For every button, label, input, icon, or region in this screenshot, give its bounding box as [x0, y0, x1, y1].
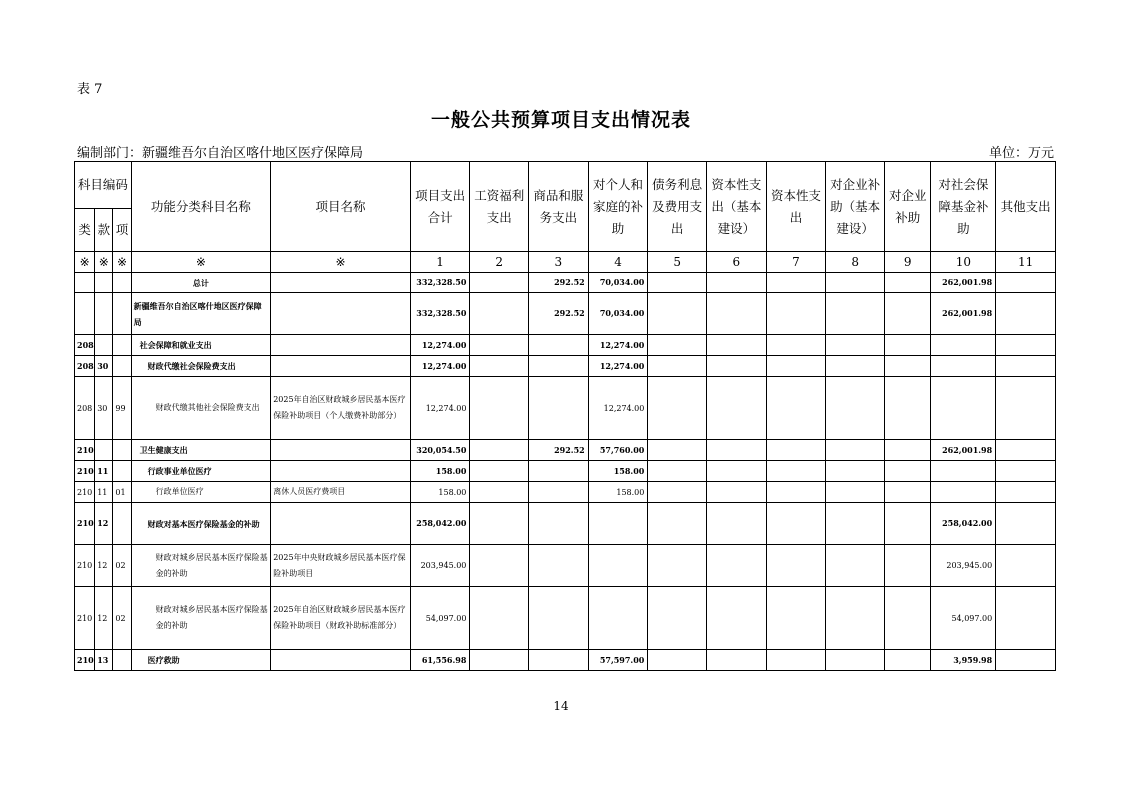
value-col-9 [884, 482, 931, 503]
symbol-kuan: ※ [95, 252, 113, 273]
code-xiang: 02 [113, 587, 131, 650]
table-row [75, 545, 1056, 587]
value-col-10: 258,042.00 [931, 503, 996, 545]
value-col-7 [766, 503, 826, 545]
value-col-4: 12,274.00 [588, 356, 648, 377]
value-col-7 [766, 293, 826, 335]
value-col-11 [996, 587, 1056, 650]
value-col-6 [707, 356, 767, 377]
value-col-6 [707, 293, 767, 335]
value-col-2 [470, 461, 529, 482]
table-row [75, 356, 1056, 377]
value-col-4 [588, 587, 648, 650]
value-col-3 [529, 335, 589, 356]
header-code-group: 科目编码 [75, 162, 132, 209]
value-col-5 [648, 335, 707, 356]
code-xiang [113, 273, 131, 293]
table-row [75, 293, 1056, 335]
table-number: 表 7 [77, 82, 103, 97]
value-col-3 [529, 587, 589, 650]
value-col-5 [648, 293, 707, 335]
value-col-7 [766, 650, 826, 671]
value-col-1: 320,054.50 [410, 440, 470, 461]
value-col-10: 262,001.98 [931, 273, 996, 293]
value-col-2 [470, 440, 529, 461]
value-col-2 [470, 377, 529, 440]
code-kuan: 13 [95, 650, 113, 671]
page-number: 14 [553, 699, 569, 713]
code-xiang [113, 293, 131, 335]
value-col-7 [766, 377, 826, 440]
code-xiang: 99 [113, 377, 131, 440]
value-col-9 [884, 587, 931, 650]
value-col-4: 70,034.00 [588, 293, 648, 335]
value-col-9 [884, 650, 931, 671]
value-col-9 [884, 461, 931, 482]
value-col-8 [826, 650, 885, 671]
value-col-8 [826, 461, 885, 482]
value-col-6 [707, 587, 767, 650]
col-num-2: 2 [470, 252, 529, 273]
header-col-9: 对企业补助 [884, 162, 931, 252]
value-col-8 [826, 356, 885, 377]
table-body [75, 273, 1056, 671]
value-col-7 [766, 335, 826, 356]
compiling-department: 编制部门：新疆维吾尔自治区喀什地区医疗保障局 [77, 146, 364, 161]
value-col-1: 158.00 [410, 461, 470, 482]
value-col-10 [931, 377, 996, 440]
value-col-7 [766, 545, 826, 587]
value-col-10: 262,001.98 [931, 293, 996, 335]
code-xiang [113, 356, 131, 377]
project-name: 离休人员医疗费项目 [271, 482, 411, 503]
value-col-10: 203,945.00 [931, 545, 996, 587]
page-title: 一般公共预算项目支出情况表 [430, 109, 691, 131]
code-xiang: 02 [113, 545, 131, 587]
func-name: 财政代缴其他社会保险费支出 [131, 377, 271, 440]
value-col-8 [826, 587, 885, 650]
project-name: 2025年中央财政城乡居民基本医疗保险补助项目 [271, 545, 411, 587]
value-col-3 [529, 545, 589, 587]
code-lei [75, 293, 95, 335]
value-col-8 [826, 482, 885, 503]
code-lei: 208 [75, 377, 95, 440]
value-col-2 [470, 545, 529, 587]
symbol-lei: ※ [75, 252, 95, 273]
value-col-8 [826, 273, 885, 293]
value-col-3: 292.52 [529, 440, 589, 461]
code-lei: 210 [75, 545, 95, 587]
value-col-11 [996, 440, 1056, 461]
header-kuan: 款 [95, 209, 113, 252]
value-col-8 [826, 440, 885, 461]
value-col-7 [766, 440, 826, 461]
value-col-11 [996, 377, 1056, 440]
value-col-10: 262,001.98 [931, 440, 996, 461]
value-col-8 [826, 335, 885, 356]
table-row [75, 650, 1056, 671]
col-num-6: 6 [707, 252, 767, 273]
value-col-5 [648, 503, 707, 545]
value-col-6 [707, 335, 767, 356]
func-name: 行政事业单位医疗 [131, 461, 271, 482]
code-kuan [95, 293, 113, 335]
project-name: 2025年自治区财政城乡居民基本医疗保险补助项目（个人缴费补助部分） [271, 377, 411, 440]
value-col-9 [884, 293, 931, 335]
value-col-11 [996, 335, 1056, 356]
func-name: 卫生健康支出 [131, 440, 271, 461]
value-col-11 [996, 545, 1056, 587]
value-col-11 [996, 356, 1056, 377]
value-col-5 [648, 461, 707, 482]
code-lei: 208 [75, 356, 95, 377]
value-col-11 [996, 293, 1056, 335]
header-col-11: 其他支出 [996, 162, 1056, 252]
value-col-9 [884, 335, 931, 356]
value-col-5 [648, 482, 707, 503]
value-col-1: 258,042.00 [410, 503, 470, 545]
header-col-1: 项目支出合计 [410, 162, 470, 252]
value-col-3: 292.52 [529, 293, 589, 335]
value-col-5 [648, 356, 707, 377]
col-num-3: 3 [529, 252, 589, 273]
func-name: 社会保障和就业支出 [131, 335, 271, 356]
header-col-6: 资本性支出（基本建设） [707, 162, 767, 252]
value-col-6 [707, 273, 767, 293]
value-col-11 [996, 482, 1056, 503]
value-col-1: 12,274.00 [410, 335, 470, 356]
func-name: 行政单位医疗 [131, 482, 271, 503]
value-col-1: 54,097.00 [410, 587, 470, 650]
col-num-4: 4 [588, 252, 648, 273]
value-col-4: 57,760.00 [588, 440, 648, 461]
code-kuan: 12 [95, 503, 113, 545]
code-kuan: 30 [95, 356, 113, 377]
value-col-1: 158.00 [410, 482, 470, 503]
value-col-5 [648, 650, 707, 671]
value-col-1: 12,274.00 [410, 377, 470, 440]
value-col-8 [826, 503, 885, 545]
value-col-9 [884, 273, 931, 293]
value-col-6 [707, 545, 767, 587]
code-kuan [95, 440, 113, 461]
value-col-4 [588, 503, 648, 545]
col-num-10: 10 [931, 252, 996, 273]
value-col-4: 158.00 [588, 482, 648, 503]
header-lei: 类 [75, 209, 95, 252]
func-name: 财政对城乡居民基本医疗保险基金的补助 [131, 587, 271, 650]
code-kuan [95, 273, 113, 293]
value-col-6 [707, 461, 767, 482]
value-col-1: 332,328.50 [410, 273, 470, 293]
value-col-6 [707, 503, 767, 545]
value-col-9 [884, 440, 931, 461]
code-kuan: 12 [95, 545, 113, 587]
value-col-1: 61,556.98 [410, 650, 470, 671]
col-num-5: 5 [648, 252, 707, 273]
value-col-4: 70,034.00 [588, 273, 648, 293]
value-col-10 [931, 461, 996, 482]
code-lei: 210 [75, 503, 95, 545]
value-col-10: 54,097.00 [931, 587, 996, 650]
value-col-3 [529, 650, 589, 671]
code-kuan [95, 335, 113, 356]
value-col-7 [766, 587, 826, 650]
symbol-xiang: ※ [113, 252, 131, 273]
value-col-10 [931, 482, 996, 503]
project-name [271, 293, 411, 335]
value-col-2 [470, 482, 529, 503]
value-col-2 [470, 587, 529, 650]
budget-table [74, 161, 1056, 671]
code-xiang [113, 650, 131, 671]
header-xiang: 项 [113, 209, 131, 252]
value-col-9 [884, 545, 931, 587]
value-col-7 [766, 461, 826, 482]
project-name [271, 461, 411, 482]
col-num-9: 9 [884, 252, 931, 273]
project-name [271, 650, 411, 671]
value-col-5 [648, 440, 707, 461]
value-col-10 [931, 356, 996, 377]
func-name: 总计 [131, 273, 271, 293]
value-col-2 [470, 335, 529, 356]
value-col-7 [766, 273, 826, 293]
col-num-7: 7 [766, 252, 826, 273]
func-name: 新疆维吾尔自治区喀什地区医疗保障局 [131, 293, 271, 335]
table-row [75, 335, 1056, 356]
value-col-4: 12,274.00 [588, 335, 648, 356]
header-col-7: 资本性支出 [766, 162, 826, 252]
symbol-proj: ※ [271, 252, 411, 273]
value-col-5 [648, 273, 707, 293]
code-xiang [113, 461, 131, 482]
value-col-2 [470, 356, 529, 377]
value-col-1: 12,274.00 [410, 356, 470, 377]
value-col-3: 292.52 [529, 273, 589, 293]
value-col-3 [529, 377, 589, 440]
code-kuan: 11 [95, 482, 113, 503]
project-name [271, 335, 411, 356]
value-col-9 [884, 356, 931, 377]
code-xiang [113, 503, 131, 545]
func-name: 财政对城乡居民基本医疗保险基金的补助 [131, 545, 271, 587]
header-col-4: 对个人和家庭的补助 [588, 162, 648, 252]
value-col-5 [648, 545, 707, 587]
value-col-2 [470, 650, 529, 671]
code-kuan: 11 [95, 461, 113, 482]
value-col-10: 3,959.98 [931, 650, 996, 671]
project-name: 2025年自治区财政城乡居民基本医疗保险补助项目（财政补助标准部分） [271, 587, 411, 650]
project-name [271, 440, 411, 461]
header-col-2: 工资福利支出 [470, 162, 529, 252]
table-row [75, 503, 1056, 545]
table-row [75, 440, 1056, 461]
value-col-3 [529, 461, 589, 482]
value-col-5 [648, 377, 707, 440]
table-row [75, 482, 1056, 503]
header-col-5: 债务利息及费用支出 [648, 162, 707, 252]
code-lei: 208 [75, 335, 95, 356]
value-col-4: 158.00 [588, 461, 648, 482]
value-col-4: 57,597.00 [588, 650, 648, 671]
code-lei: 210 [75, 482, 95, 503]
value-col-7 [766, 356, 826, 377]
value-col-4: 12,274.00 [588, 377, 648, 440]
table-row [75, 377, 1056, 440]
code-lei [75, 273, 95, 293]
col-num-8: 8 [826, 252, 885, 273]
code-xiang: 01 [113, 482, 131, 503]
code-kuan: 30 [95, 377, 113, 440]
project-name [271, 503, 411, 545]
value-col-8 [826, 545, 885, 587]
code-lei: 210 [75, 650, 95, 671]
value-col-6 [707, 650, 767, 671]
value-col-6 [707, 482, 767, 503]
header-col-8: 对企业补助（基本建设） [826, 162, 885, 252]
func-name: 医疗救助 [131, 650, 271, 671]
value-col-2 [470, 503, 529, 545]
value-col-8 [826, 293, 885, 335]
col-num-1: 1 [410, 252, 470, 273]
code-lei: 210 [75, 440, 95, 461]
func-name: 财政对基本医疗保险基金的补助 [131, 503, 271, 545]
symbol-func: ※ [131, 252, 271, 273]
value-col-1: 332,328.50 [410, 293, 470, 335]
value-col-8 [826, 377, 885, 440]
code-lei: 210 [75, 587, 95, 650]
value-col-11 [996, 503, 1056, 545]
value-col-3 [529, 503, 589, 545]
header-col-3: 商品和服务支出 [529, 162, 589, 252]
value-col-4 [588, 545, 648, 587]
value-col-5 [648, 587, 707, 650]
value-col-6 [707, 377, 767, 440]
value-col-11 [996, 650, 1056, 671]
header-col-10: 对社会保障基金补助 [931, 162, 996, 252]
header-func-name: 功能分类科目名称 [131, 162, 271, 252]
value-col-9 [884, 377, 931, 440]
value-col-2 [470, 293, 529, 335]
header-proj-name: 项目名称 [271, 162, 411, 252]
table-row [75, 461, 1056, 482]
value-col-11 [996, 273, 1056, 293]
code-xiang [113, 440, 131, 461]
table-row [75, 273, 1056, 293]
value-col-3 [529, 482, 589, 503]
value-col-2 [470, 273, 529, 293]
project-name [271, 356, 411, 377]
table-row [75, 587, 1056, 650]
code-xiang [113, 335, 131, 356]
project-name [271, 273, 411, 293]
value-col-11 [996, 461, 1056, 482]
value-col-1: 203,945.00 [410, 545, 470, 587]
code-lei: 210 [75, 461, 95, 482]
code-kuan: 12 [95, 587, 113, 650]
value-col-9 [884, 503, 931, 545]
func-name: 财政代缴社会保险费支出 [131, 356, 271, 377]
col-num-11: 11 [996, 252, 1056, 273]
value-col-10 [931, 335, 996, 356]
value-col-7 [766, 482, 826, 503]
unit-label: 单位：万元 [988, 146, 1054, 161]
value-col-3 [529, 356, 589, 377]
value-col-6 [707, 440, 767, 461]
